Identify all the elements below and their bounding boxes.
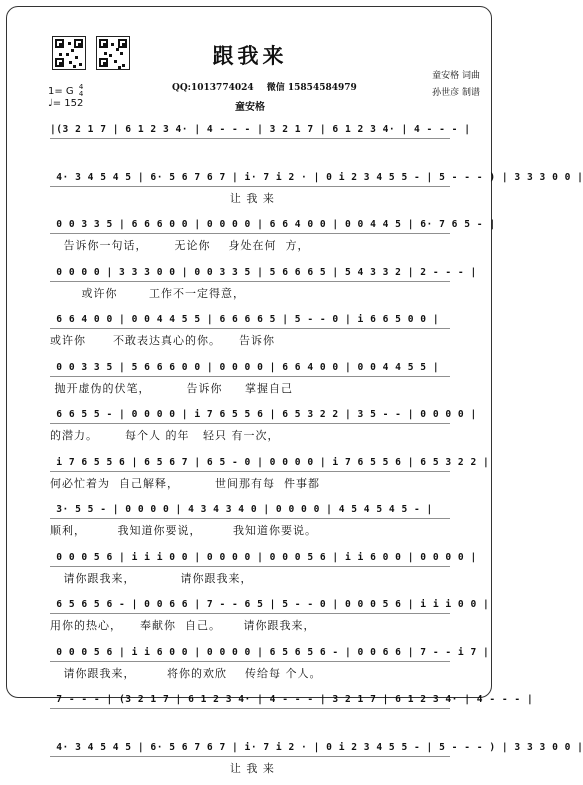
melody-line: 0 0 3 3 5 | 5 6 6 6 0 0 | 0 0 0 0 | 6 6 4 0 0 | 0 0 4 4 5 5 |	[50, 362, 450, 373]
score-row	[50, 595, 450, 643]
lyrics-line: 告诉你一句话， 无论你 身处在何 方，	[50, 237, 450, 253]
lyricist-credit: 童安格 词曲	[432, 68, 480, 85]
arranger-credit: 孙世彦 制谱	[432, 85, 480, 102]
score-row	[50, 738, 450, 785]
lyrics-line: 让 我 来	[50, 190, 450, 206]
lyrics-line: 用你的热心， 奉献你 自己。 请你跟我来，	[50, 617, 450, 633]
score-row	[50, 310, 450, 358]
melody-line: 4· 3 4 5 4 5 | 6· 5 6 7 6 7 | i· 7 i 2 · | 0 i 2 3 4 5 5 - | 5 - - - ) | 3 3 3 0 0 |	[50, 172, 450, 183]
melody-line: 0 0 0 0 | 3 3 3 0 0 | 0 0 3 3 5 | 5 6 6 6 5 | 5 4 3 3 2 | 2 - - - |	[50, 267, 450, 278]
song-title: 跟我来	[0, 40, 500, 70]
score-row	[50, 405, 450, 453]
lyrics-line: 请你跟我来， 请你跟我来，	[50, 570, 450, 586]
score	[50, 120, 450, 785]
melody-line: i 7 6 5 5 6 | 6 5 6 7 | 6 5 - 0 | 0 0 0 0 | i 7 6 5 5 6 | 6 5 3 2 2 |	[50, 457, 450, 468]
score-row	[50, 690, 450, 738]
score-row	[50, 120, 450, 168]
melody-line: 0 0 0 5 6 | i i i 0 0 | 0 0 0 0 | 0 0 0 5 6 | i i 6 0 0 | 0 0 0 0 |	[50, 552, 450, 563]
melody-line: 6 6 4 0 0 | 0 0 4 4 5 5 | 6 6 6 6 5 | 5 - - 0 | i 6 6 5 0 0 |	[50, 314, 450, 325]
lyrics-line: 或许你 不敢表达真心的你。 告诉你	[50, 332, 450, 348]
lyrics-line: 让 我 来	[50, 760, 450, 776]
key-label: 1= G	[48, 86, 74, 97]
score-row	[50, 643, 450, 691]
melody-line: 3· 5 5 - | 0 0 0 0 | 4 3 4 3 4 0 | 0 0 0 0 | 4 5 4 5 4 5 - |	[50, 504, 450, 515]
melody-line: |(3 2 1 7 | 6 1 2 3 4· | 4 - - - | 3 2 1 7 | 6 1 2 3 4· | 4 - - - |	[50, 124, 450, 135]
melody-line: 6 5 6 5 6 - | 0 0 6 6 | 7 - - 6 5 | 5 - - 0 | 0 0 0 5 6 | i i i 0 0 |	[50, 599, 450, 610]
wechat-number: 微信 15854584979	[267, 83, 357, 93]
lyrics-line: 顺利， 我知道你要说， 我知道你要说。	[50, 522, 450, 538]
score-row	[50, 548, 450, 596]
credits	[432, 68, 480, 102]
melody-line: 0 0 3 3 5 | 6 6 6 0 0 | 0 0 0 0 | 6 6 4 0 0 | 0 0 4 4 5 | 6· 7 6 5 - |	[50, 219, 450, 230]
score-row	[50, 168, 450, 216]
lyrics-line: 或许你 工作不一定得意，	[50, 285, 450, 301]
melody-line: 6 6 5 5 - | 0 0 0 0 | i 7 6 5 5 6 | 6 5 3 2 2 | 3 5 - - | 0 0 0 0 |	[50, 409, 450, 420]
score-row	[50, 263, 450, 311]
time-signature: 4 4	[79, 84, 83, 98]
lyrics-line: 请你跟我来， 将你的欢欣 传给每 个人。	[50, 665, 450, 681]
score-row	[50, 358, 450, 406]
score-row	[50, 453, 450, 501]
score-row	[50, 215, 450, 263]
melody-line: 0 0 0 5 6 | i i 6 0 0 | 0 0 0 0 | 6 5 6 5 6 - | 0 0 6 6 | 7 - - i 7 |	[50, 647, 450, 658]
lyrics-line: 何必忙着为 自己解释， 世间那有每 件事都	[50, 475, 450, 491]
score-row	[50, 500, 450, 548]
contact-info	[172, 80, 367, 93]
lyrics-line: 的潜力。 每个人 的年 轻只 有一次，	[50, 427, 450, 443]
melody-line: 4· 3 4 5 4 5 | 6· 5 6 7 6 7 | i· 7 i 2 · | 0 i 2 3 4 5 5 - | 5 - - - ) | 3 3 3 0 0 |	[50, 742, 450, 753]
tempo-marking: ♩= 152	[48, 98, 83, 109]
lyrics-line: 抛开虚伪的伏笔， 告诉你 掌握自己	[50, 380, 450, 396]
qq-number: QQ:1013774024	[172, 83, 254, 93]
melody-line: 7 - - - | (3 2 1 7 | 6 1 2 3 4· | 4 - - - | 3 2 1 7 | 6 1 2 3 4· | 4 - - - |	[50, 694, 450, 705]
singer-name: 童安格	[0, 98, 500, 113]
